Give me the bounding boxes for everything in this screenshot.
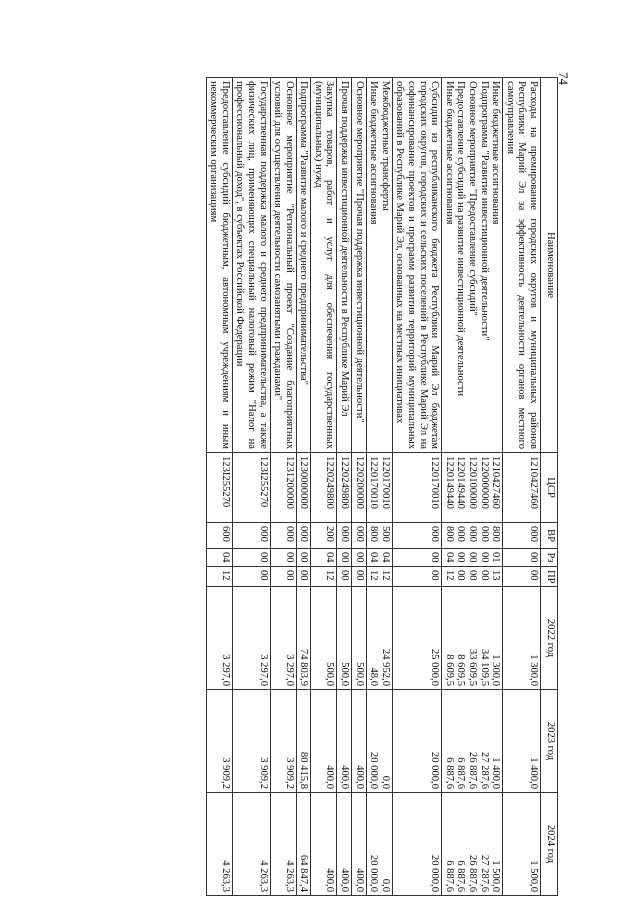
amount-2022-value: 500,0 bbox=[324, 662, 336, 686]
vr-value: 000 bbox=[429, 526, 441, 542]
amount-2022-cell bbox=[296, 587, 311, 690]
vr-cell bbox=[270, 523, 296, 549]
vr-value: 000 bbox=[478, 526, 490, 542]
amount-2024-value: 0,0 bbox=[379, 878, 391, 892]
pr-cell bbox=[337, 567, 352, 587]
pr-value: 00 bbox=[528, 570, 539, 581]
vr-value: 000 bbox=[339, 526, 351, 542]
amount-2024-value: 20 000,0 bbox=[368, 854, 380, 892]
pr-cell bbox=[366, 567, 392, 587]
csr-value: 1210427460 bbox=[528, 456, 539, 509]
rz-cell bbox=[311, 549, 337, 567]
vr-value: 000 bbox=[528, 526, 539, 542]
amount-2024-value: 400,0 bbox=[339, 868, 351, 892]
amount-2022-cell bbox=[311, 587, 337, 690]
rz-value: 00 bbox=[353, 552, 365, 563]
table-row bbox=[232, 78, 270, 896]
pr-value: 00 bbox=[455, 570, 467, 581]
csr-cell bbox=[270, 453, 296, 523]
row-label: Подпрограмма "Развитие малого и среднего предпринимательства" bbox=[298, 81, 310, 386]
pr-cell bbox=[311, 567, 337, 587]
amount-2023-cell bbox=[442, 690, 503, 793]
row-label: Иные бюджетные ассигнования bbox=[443, 81, 455, 225]
row-name bbox=[352, 78, 367, 453]
rz-cell bbox=[366, 549, 392, 567]
amount-2023-value: 400,0 bbox=[339, 765, 351, 789]
table-row bbox=[392, 78, 441, 896]
row-name bbox=[296, 78, 311, 453]
row-label: Предоставление субсидий на развитие инвестиционной деятельности bbox=[455, 81, 467, 397]
amount-2023-cell bbox=[337, 690, 352, 793]
csr-cell bbox=[337, 453, 352, 523]
pr-value: 00 bbox=[478, 570, 490, 581]
vr-value: 000 bbox=[298, 526, 310, 542]
vr-value: 000 bbox=[353, 526, 365, 542]
rz-value: 00 bbox=[257, 552, 269, 563]
amount-2022-cell bbox=[232, 587, 270, 690]
csr-value: 1220100000 bbox=[467, 456, 479, 509]
amount-2023-cell bbox=[392, 690, 441, 793]
budget-table bbox=[206, 77, 558, 896]
amount-2023-value: 3 909,2 bbox=[283, 757, 295, 789]
header-2023: 2023 год bbox=[541, 690, 558, 793]
pr-value: 00 bbox=[353, 570, 365, 581]
amount-2024-value: 4 263,3 bbox=[257, 860, 269, 892]
amount-2022-value: 24 952,0 bbox=[379, 648, 391, 686]
row-label: Межбюджетные трансферты bbox=[379, 81, 391, 211]
amount-2022-value: 48,0 bbox=[368, 667, 380, 686]
amount-2022-cell bbox=[352, 587, 367, 690]
pr-value: 00 bbox=[429, 570, 441, 581]
pr-value: 00 bbox=[257, 570, 269, 581]
pr-value: 12 bbox=[379, 570, 391, 581]
amount-2022-cell bbox=[270, 587, 296, 690]
amount-2022-value: 3 297,0 bbox=[283, 654, 295, 686]
csr-value: 1220000000 bbox=[478, 456, 490, 509]
csr-value: 1220170010 bbox=[379, 456, 391, 509]
rz-cell bbox=[337, 549, 352, 567]
table-row bbox=[206, 78, 232, 896]
csr-cell bbox=[352, 453, 367, 523]
amount-2024-value: 64 847,4 bbox=[298, 854, 310, 892]
page-number: 74 bbox=[556, 72, 571, 85]
rz-cell bbox=[503, 549, 541, 567]
rz-value: 04 bbox=[368, 552, 380, 563]
amount-2024-cell bbox=[296, 793, 311, 896]
csr-cell bbox=[366, 453, 392, 523]
amount-2023-value: 400,0 bbox=[324, 765, 336, 789]
amount-2024-cell bbox=[270, 793, 296, 896]
amount-2023-value: 6 887,6 bbox=[455, 757, 467, 789]
amount-2022-value: 1 300,0 bbox=[490, 654, 502, 686]
vr-cell bbox=[311, 523, 337, 549]
csr-value: 123I255270 bbox=[219, 456, 231, 508]
vr-cell bbox=[352, 523, 367, 549]
amount-2022-cell bbox=[442, 587, 503, 690]
row-name bbox=[337, 78, 352, 453]
header-vr: ВР bbox=[541, 523, 558, 549]
pr-value: 12 bbox=[368, 570, 380, 581]
amount-2023-cell bbox=[296, 690, 311, 793]
amount-2023-value: 80 415,8 bbox=[298, 751, 310, 789]
row-name bbox=[442, 78, 503, 453]
amount-2022-value: 1 300,0 bbox=[528, 654, 539, 686]
rz-value: 01 bbox=[490, 552, 502, 563]
pr-value: 00 bbox=[283, 570, 295, 581]
header-2022: 2022 год bbox=[541, 587, 558, 690]
amount-2023-value: 3 909,2 bbox=[219, 757, 231, 789]
table-row bbox=[503, 78, 541, 896]
csr-value: 1220249800 bbox=[324, 456, 336, 509]
table-row bbox=[337, 78, 352, 896]
rz-value: 00 bbox=[455, 552, 467, 563]
table-row bbox=[296, 78, 311, 896]
amount-2023-value: 1 400,0 bbox=[490, 757, 502, 789]
row-label: Иные бюджетные ассигнования bbox=[490, 81, 502, 225]
table-row bbox=[366, 78, 392, 896]
rz-cell bbox=[296, 549, 311, 567]
amount-2023-value: 400,0 bbox=[353, 765, 365, 789]
amount-2023-value: 1 400,0 bbox=[528, 757, 539, 789]
pr-cell bbox=[352, 567, 367, 587]
table-row bbox=[442, 78, 503, 896]
rz-cell bbox=[442, 549, 503, 567]
rz-value: 04 bbox=[443, 552, 455, 563]
csr-cell bbox=[392, 453, 441, 523]
amount-2024-value: 6 887,6 bbox=[455, 860, 467, 892]
amount-2024-value: 400,0 bbox=[324, 868, 336, 892]
amount-2024-value: 6 887,6 bbox=[443, 860, 455, 892]
amount-2022-cell bbox=[392, 587, 441, 690]
pr-value: 12 bbox=[219, 570, 231, 581]
rz-cell bbox=[206, 549, 232, 567]
rz-value: 00 bbox=[429, 552, 441, 563]
vr-cell bbox=[232, 523, 270, 549]
row-name-text: Расходы на премирование городских округов и муниципальных районов Республики Марий Эл за эффективность деятельности органов местного самоуправления bbox=[504, 81, 539, 449]
vr-value: 000 bbox=[455, 526, 467, 542]
amount-2024-value: 27 287,6 bbox=[478, 854, 490, 892]
amount-2024-cell bbox=[337, 793, 352, 896]
rz-value: 04 bbox=[324, 552, 336, 563]
header-name: Наименование bbox=[541, 78, 558, 453]
rz-value: 00 bbox=[467, 552, 479, 563]
amount-2023-cell bbox=[270, 690, 296, 793]
rz-value: 00 bbox=[339, 552, 351, 563]
header-csr: ЦСР bbox=[541, 453, 558, 523]
csr-value: 1230000000 bbox=[298, 456, 310, 509]
amount-2024-value: 400,0 bbox=[353, 868, 365, 892]
header-rz: Рз bbox=[541, 549, 558, 567]
row-name bbox=[503, 78, 541, 453]
csr-cell bbox=[442, 453, 503, 523]
table-body bbox=[206, 78, 540, 896]
amount-2023-value: 6 887,6 bbox=[443, 757, 455, 789]
row-name-text: Государственная поддержка малого и среднего предпринимательства, а также физических лиц, применяющих специальный налоговый режим "Налог на профессиональный доход", в субъектах Российской Федерации bbox=[234, 81, 269, 449]
amount-2022-value: 34 109,5 bbox=[478, 648, 490, 686]
pr-cell bbox=[232, 567, 270, 587]
pr-value: 13 bbox=[490, 570, 502, 581]
amount-2024-cell bbox=[352, 793, 367, 896]
amount-2023-cell bbox=[311, 690, 337, 793]
vr-cell bbox=[366, 523, 392, 549]
row-name-text: Основное мероприятие "Прочая поддержка инвестиционной деятельности" bbox=[353, 81, 365, 423]
row-name bbox=[206, 78, 232, 453]
vr-cell bbox=[442, 523, 503, 549]
amount-2022-value: 500,0 bbox=[353, 662, 365, 686]
amount-2024-value: 1 500,0 bbox=[528, 860, 539, 892]
vr-value: 800 bbox=[368, 526, 380, 542]
amount-2022-value: 74 803,9 bbox=[298, 648, 310, 686]
amount-2023-value: 20 000,0 bbox=[429, 751, 441, 789]
table-row bbox=[352, 78, 367, 896]
row-label: Подпрограмма "Развитие инвестиционной деятельности" bbox=[478, 81, 490, 341]
row-name bbox=[232, 78, 270, 453]
amount-2022-value: 8 609,5 bbox=[443, 654, 455, 686]
pr-cell bbox=[206, 567, 232, 587]
pr-value: 12 bbox=[443, 570, 455, 581]
amount-2023-cell bbox=[352, 690, 367, 793]
vr-value: 800 bbox=[490, 526, 502, 542]
rz-value: 00 bbox=[528, 552, 539, 563]
amount-2024-cell bbox=[232, 793, 270, 896]
vr-cell bbox=[206, 523, 232, 549]
csr-value: 1220249800 bbox=[339, 456, 351, 509]
csr-value: 1220170010 bbox=[368, 456, 380, 509]
amount-2024-value: 1 500,0 bbox=[490, 860, 502, 892]
vr-cell bbox=[503, 523, 541, 549]
amount-2024-cell bbox=[366, 793, 392, 896]
amount-2023-value: 26 887,6 bbox=[467, 751, 479, 789]
pr-cell bbox=[503, 567, 541, 587]
csr-value: 123I255270 bbox=[257, 456, 269, 508]
vr-value: 200 bbox=[324, 526, 336, 542]
row-name-text: Предоставление субсидий бюджетным, автономным учреждениям и иным некоммерческим организациям bbox=[208, 81, 231, 449]
amount-2024-cell bbox=[206, 793, 232, 896]
amount-2023-cell bbox=[366, 690, 392, 793]
table-row bbox=[270, 78, 296, 896]
csr-value: 1231200000 bbox=[283, 456, 295, 509]
pr-value: 00 bbox=[298, 570, 310, 581]
amount-2024-value: 26 887,6 bbox=[467, 854, 479, 892]
amount-2023-value: 0,0 bbox=[379, 775, 391, 789]
row-name bbox=[270, 78, 296, 453]
amount-2022-cell bbox=[206, 587, 232, 690]
pr-cell bbox=[442, 567, 503, 587]
vr-value: 500 bbox=[379, 526, 391, 542]
table-row bbox=[311, 78, 337, 896]
amount-2022-value: 3 297,0 bbox=[257, 654, 269, 686]
amount-2022-value: 500,0 bbox=[339, 662, 351, 686]
amount-2023-value: 20 000,0 bbox=[368, 751, 380, 789]
rz-cell bbox=[232, 549, 270, 567]
amount-2024-cell bbox=[503, 793, 541, 896]
vr-value: 000 bbox=[467, 526, 479, 542]
vr-value: 800 bbox=[443, 526, 455, 542]
amount-2022-cell bbox=[337, 587, 352, 690]
vr-value: 600 bbox=[219, 526, 231, 542]
amount-2022-value: 3 297,0 bbox=[219, 654, 231, 686]
pr-cell bbox=[392, 567, 441, 587]
row-label: Основное мероприятие "Предоставление субсидий" bbox=[467, 81, 479, 316]
vr-cell bbox=[337, 523, 352, 549]
vr-value: 000 bbox=[257, 526, 269, 542]
amount-2023-cell bbox=[503, 690, 541, 793]
vr-cell bbox=[392, 523, 441, 549]
csr-value: 1220170010 bbox=[429, 456, 441, 509]
csr-cell bbox=[232, 453, 270, 523]
row-name-text: Закупка товаров, работ и услуг для обеспечения государственных (муниципальных) нужд bbox=[312, 81, 336, 449]
vr-value: 000 bbox=[283, 526, 295, 542]
row-label: Иные бюджетные ассигнования bbox=[368, 81, 380, 225]
row-name-text: Основное мероприятие "Региональный проект "Создание благоприятных условий для осуществления деятельности самозанятыми гражданами" bbox=[272, 81, 295, 449]
amount-2022-cell bbox=[366, 587, 392, 690]
budget-table-rotated bbox=[206, 77, 558, 895]
csr-cell bbox=[311, 453, 337, 523]
csr-value: 1220149440 bbox=[455, 456, 467, 509]
amount-2023-value: 27 287,6 bbox=[478, 751, 490, 789]
amount-2023-cell bbox=[206, 690, 232, 793]
row-name bbox=[311, 78, 337, 453]
rz-cell bbox=[392, 549, 441, 567]
amount-2022-value: 8 609,5 bbox=[455, 654, 467, 686]
amount-2024-value: 4 263,3 bbox=[219, 860, 231, 892]
csr-cell bbox=[206, 453, 232, 523]
amount-2024-value: 4 263,3 bbox=[283, 860, 295, 892]
header-pr: ПР bbox=[541, 567, 558, 587]
amount-2024-cell bbox=[392, 793, 441, 896]
pr-cell bbox=[296, 567, 311, 587]
rz-cell bbox=[352, 549, 367, 567]
amount-2022-cell bbox=[503, 587, 541, 690]
csr-value: 1210427460 bbox=[490, 456, 502, 509]
pr-value: 12 bbox=[324, 570, 336, 581]
rz-cell bbox=[270, 549, 296, 567]
amount-2023-cell bbox=[232, 690, 270, 793]
rz-value: 04 bbox=[379, 552, 391, 563]
amount-2023-value: 3 909,2 bbox=[257, 757, 269, 789]
rz-value: 04 bbox=[219, 552, 231, 563]
rz-value: 00 bbox=[478, 552, 490, 563]
amount-2022-value: 33 609,5 bbox=[467, 648, 479, 686]
amount-2024-cell bbox=[311, 793, 337, 896]
row-name-text: Субсидии из республиканского бюджета Республики Марий Эл бюджетам городских округов, городских и сельских поселений в Республике Марий Эл на софинансирование проектов и программ развития территорий муниципальных образований в Республике Марий Эл, основанных на местных инициативах bbox=[394, 81, 441, 449]
rz-value: 00 bbox=[298, 552, 310, 563]
csr-cell bbox=[503, 453, 541, 523]
csr-value: 1220149440 bbox=[443, 456, 455, 509]
row-name bbox=[392, 78, 441, 453]
amount-2022-value: 25 000,0 bbox=[429, 648, 441, 686]
rz-value: 00 bbox=[283, 552, 295, 563]
header-2024: 2024 год bbox=[541, 793, 558, 896]
amount-2024-cell bbox=[442, 793, 503, 896]
csr-cell bbox=[296, 453, 311, 523]
pr-cell bbox=[270, 567, 296, 587]
vr-cell bbox=[296, 523, 311, 549]
pr-value: 00 bbox=[467, 570, 479, 581]
pr-value: 00 bbox=[339, 570, 351, 581]
row-name bbox=[366, 78, 392, 453]
table-header-row bbox=[541, 78, 558, 896]
amount-2024-value: 20 000,0 bbox=[429, 854, 441, 892]
row-name-text: Прочая поддержка инвестиционной деятельности в Республике Марий Эл bbox=[339, 81, 351, 417]
csr-value: 1220200000 bbox=[353, 456, 365, 509]
